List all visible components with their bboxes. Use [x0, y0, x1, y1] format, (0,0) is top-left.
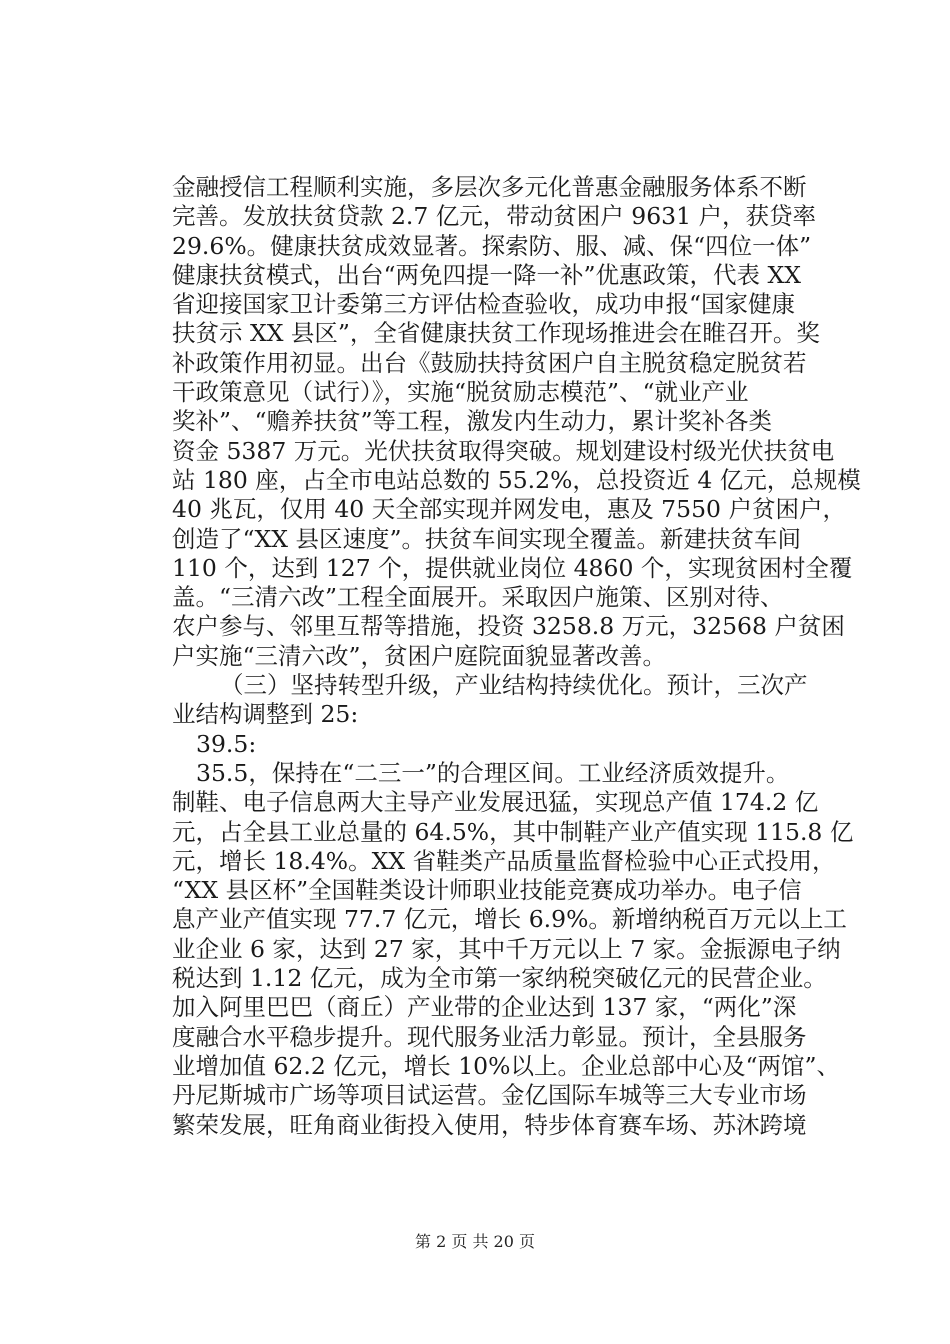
text-line: 农户参与、邻里互帮等措施，投资 3258.8 万元，32568 户贫困 [172, 612, 845, 641]
text-line: 干政策意见（试行）》，实施“脱贫励志模范”、“就业产业 [172, 378, 749, 407]
text-line: 度融合水平稳步提升。现代服务业活力彰显。预计，全县服务 [172, 1022, 807, 1051]
text-line: 业企业 6 家，达到 27 家，其中千万元以上 7 家。金振源电子纳 [172, 934, 841, 963]
text-line: 完善。发放扶贫贷款 2.7 亿元，带动贫困户 9631 户，获贷率 [172, 202, 817, 231]
text-line: 资金 5387 万元。光伏扶贫取得突破。规划建设村级光伏扶贫电 [172, 436, 835, 465]
text-line: 息产业产值实现 77.7 亿元，增长 6.9%。新增纳税百万元以上工 [172, 905, 847, 934]
ratio-line: 39.5: [196, 729, 257, 758]
text-line: 丹尼斯城市广场等项目试运营。金亿国际车城等三大专业市场 [172, 1081, 807, 1110]
text-line: 户实施“三清六改”，贫困户庭院面貌显著改善。 [172, 641, 667, 670]
text-line: 40 兆瓦，仅用 40 天全部实现并网发电，惠及 7550 户贫困户， [172, 495, 846, 524]
text-line: 繁荣发展，旺角商业街投入使用，特步体育赛车场、苏沐跨境 [172, 1110, 807, 1139]
text-line: 制鞋、电子信息两大主导产业发展迅猛，实现总产值 174.2 亿 [172, 788, 819, 817]
text-line: 补政策作用初显。出台《鼓励扶持贫困户自主脱贫稳定脱贫若 [172, 348, 807, 377]
page-indicator: 第 2 页 共 20 页 [415, 1232, 535, 1251]
text-line: 健康扶贫模式，出台“两免四提一降一补”优惠政策，代表 XX [172, 260, 801, 289]
text-line: 省迎接国家卫计委第三方评估检查验收，成功申报“国家健康 [172, 290, 796, 319]
text-line: 税达到 1.12 亿元，成为全市第一家纳税突破亿元的民营企业。 [172, 964, 827, 993]
text-line: 元，增长 18.4%。XX 省鞋类产品质量监督检验中心正式投用， [172, 846, 836, 875]
text-line: 加入阿里巴巴（商丘）产业带的企业达到 137 家，“两化”深 [172, 993, 797, 1022]
section-heading: （三）坚持转型升级，产业结构持续优化。预计，三次产 [220, 671, 808, 700]
text-line: 创造了“XX 县区速度”。扶贫车间实现全覆盖。新建扶贫车间 [172, 524, 801, 553]
text-line: 业增加值 62.2 亿元，增长 10%以上。企业总部中心及“两馆”、 [172, 1051, 840, 1080]
document-text [172, 173, 861, 1140]
text-line: 奖补”、“赡养扶贫”等工程，激发内生动力，累计奖补各类 [172, 407, 773, 436]
text-line: 35.5，保持在“二三一”的合理区间。工业经济质效提升。 [196, 758, 790, 787]
text-line: 站 180 座，占全市电站总数的 55.2%，总投资近 4 亿元，总规模 [172, 465, 861, 494]
text-line: 盖。“三清六改”工程全面展开。采取因户施策、区别对待、 [172, 583, 784, 612]
section-heading-continued: 业结构调整到 25: [172, 700, 359, 729]
text-line: 金融授信工程顺利实施，多层次多元化普惠金融服务体系不断 [172, 173, 807, 201]
text-line: 29.6%。健康扶贫成效显著。探索防、服、减、保“四位一体” [172, 231, 812, 260]
text-line: 扶贫示 XX 县区”，全省健康扶贫工作现场推进会在睢召开。奖 [172, 319, 820, 348]
page-footer [0, 1232, 950, 1252]
text-line: 110 个，达到 127 个，提供就业岗位 4860 个，实现贫困村全覆 [172, 553, 853, 582]
text-line: “XX 县区杯”全国鞋类设计师职业技能竞赛成功举办。电子信 [172, 876, 802, 905]
text-line: 元，占全县工业总量的 64.5%，其中制鞋产业产值实现 115.8 亿 [172, 817, 854, 846]
